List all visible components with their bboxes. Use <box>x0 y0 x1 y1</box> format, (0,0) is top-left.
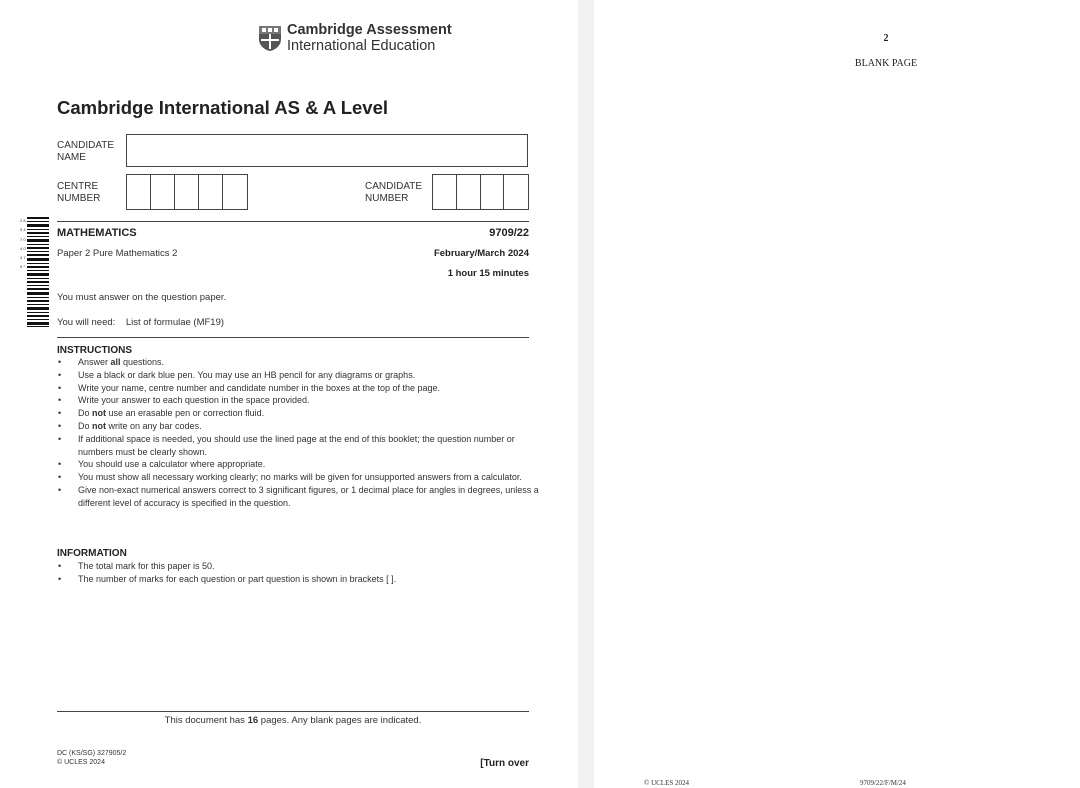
subject: MATHEMATICS <box>57 227 137 239</box>
instructions-heading: INSTRUCTIONS <box>57 345 132 356</box>
page-number: 2 <box>883 33 889 44</box>
answer-instruction: You must answer on the question paper. <box>57 292 227 303</box>
candidate-number-cell[interactable] <box>504 175 528 209</box>
candidate-number-boxes[interactable] <box>432 174 529 210</box>
instruction-item: • Do not write on any bar codes. <box>57 420 544 433</box>
candidate-number-cell[interactable] <box>457 175 481 209</box>
cambridge-shield-icon <box>258 25 282 52</box>
paper-title: Paper 2 Pure Mathematics 2 <box>57 248 178 259</box>
barcode-bars-icon <box>27 216 49 328</box>
centre-number-cell[interactable] <box>175 175 199 209</box>
qualification-title: Cambridge International AS & A Level <box>57 97 389 118</box>
centre-number-cell[interactable] <box>199 175 223 209</box>
instruction-item: • Answer all questions. <box>57 356 544 369</box>
divider <box>57 221 529 222</box>
instruction-item: • You should use a calculator where appropriate. <box>57 458 544 471</box>
materials-needed: You will need: List of formulae (MF19) <box>57 317 225 328</box>
exam-session: February/March 2024 <box>433 248 529 259</box>
candidate-number-label: CANDIDATE NUMBER <box>365 181 423 204</box>
footer-copyright: © UCLES 2024 <box>644 779 689 787</box>
centre-number-boxes[interactable] <box>126 174 248 210</box>
information-list <box>57 560 544 586</box>
copyright: © UCLES 2024 <box>57 758 105 766</box>
instruction-item: • Do not use an erasable pen or correction fluid. <box>57 407 544 420</box>
instructions-list <box>57 356 544 510</box>
candidate-name-box[interactable] <box>126 134 528 167</box>
cambridge-logo <box>258 22 452 54</box>
instruction-item: • If additional space is needed, you should use the lined page at the end of this booklet; the question number or numbers must be clearly shown. <box>57 433 544 459</box>
centre-number-label: CENTRE NUMBER <box>57 181 101 204</box>
candidate-number-cell[interactable] <box>481 175 505 209</box>
candidate-name-label: CANDIDATE NAME <box>57 140 115 163</box>
exam-duration: 1 hour 15 minutes <box>447 268 529 279</box>
divider <box>57 711 529 712</box>
page-count-note: This document has 16 pages. Any blank pages are indicated. <box>164 715 422 726</box>
footer-code: 9709/22/F/M/24 <box>860 779 906 787</box>
centre-number-cell[interactable] <box>151 175 175 209</box>
document-reference: DC (KS/SG) 327905/2 <box>57 750 127 757</box>
barcode <box>20 216 50 328</box>
component-code: 9709/22 <box>489 227 529 239</box>
centre-number-cell[interactable] <box>127 175 151 209</box>
instruction-item: • Give non-exact numerical answers correct to 3 significant figures, or 1 decimal place for angles in degrees, unless a different level of accuracy is specified in the question. <box>57 484 544 510</box>
document-footer <box>57 750 126 767</box>
information-item: • The number of marks for each question or part question is shown in brackets [ ]. <box>57 573 544 586</box>
instruction-item: • Write your answer to each question in the space provided. <box>57 394 544 407</box>
divider <box>57 337 529 338</box>
blank-page <box>594 0 1080 788</box>
information-heading: INFORMATION <box>57 548 127 559</box>
instruction-item: • Write your name, centre number and candidate number in the boxes at the top of the page. <box>57 382 544 395</box>
logo-line1: Cambridge Assessment <box>287 22 452 38</box>
turn-over: [Turn over <box>480 758 529 769</box>
instruction-item: • You must show all necessary working clearly; no marks will be given for unsupported answers from a calculator. <box>57 471 544 484</box>
barcode-digits: 2 8 5 4 7 0 4 0 4 7 5 * <box>20 218 26 270</box>
centre-number-cell[interactable] <box>223 175 247 209</box>
blank-page-label: BLANK PAGE <box>854 58 918 69</box>
instruction-item: • Use a black or dark blue pen. You may use an HB pencil for any diagrams or graphs. <box>57 369 544 382</box>
candidate-number-cell[interactable] <box>433 175 457 209</box>
information-item: • The total mark for this paper is 50. <box>57 560 544 573</box>
logo-line2: International Education <box>287 38 436 54</box>
